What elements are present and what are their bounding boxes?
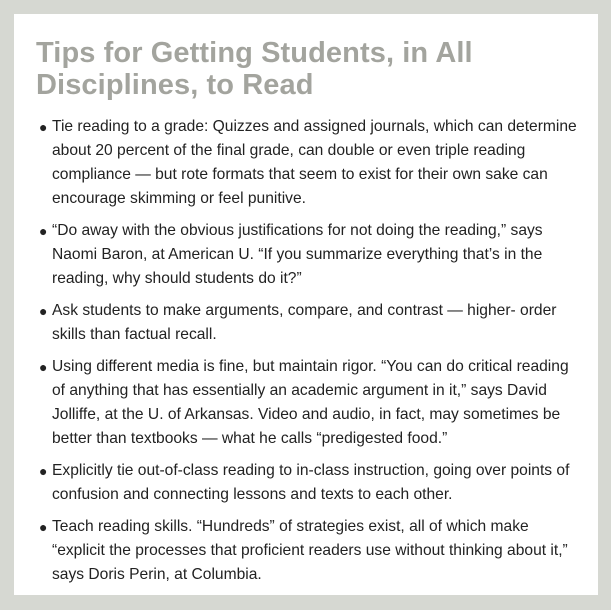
tip-item-skills [36,515,580,587]
tip-item-media [36,355,580,451]
bullet-icon: ● [39,463,48,479]
tip-text: Explicitly tie out-of-class reading to in-class instruction, going over points of confusion and connecting lessons and texts to each other. [52,462,570,503]
tips-panel [14,14,598,595]
tip-item-arguments [36,299,580,347]
tips-list [36,115,580,587]
tip-item-grade [36,115,580,211]
tip-item-instruction [36,459,580,507]
bullet-icon: ● [39,303,48,319]
tip-text: Ask students to make arguments, compare, and contrast — higher- order skills than factual recall. [52,302,557,343]
bullet-icon: ● [39,119,48,135]
bullet-icon: ● [39,359,48,375]
tip-text: Using different media is fine, but maintain rigor. “You can do critical reading of anything that has essentially an academic argument in it,” says David Jolliffe, at the U. of Arkansas. Video and audio, in fact, may sometimes be better than textbooks — what he calls “predigested food.” [52,358,569,447]
tip-text: “Do away with the obvious justifications for not doing the reading,” says Naomi Baron, at American U. “If you summarize everything that’s in the reading, why should students do it?” [52,222,543,287]
tip-text: Tie reading to a grade: Quizzes and assigned journals, which can determine about 20 percent of the final grade, can double or even triple reading compliance — but rote formats that seem to exist for their own sake can encourage skimming or feel punitive. [52,118,577,207]
bullet-icon: ● [39,223,48,239]
panel-title: Tips for Getting Students, in All Disciplines, to Read [36,37,473,101]
tip-text: Teach reading skills. “Hundreds” of strategies exist, all of which make “explicit the processes that proficient readers use without thinking about it,” says Doris Perin, at Columbia. [52,518,568,583]
bullet-icon: ● [39,519,48,535]
tip-item-justifications [36,219,580,291]
